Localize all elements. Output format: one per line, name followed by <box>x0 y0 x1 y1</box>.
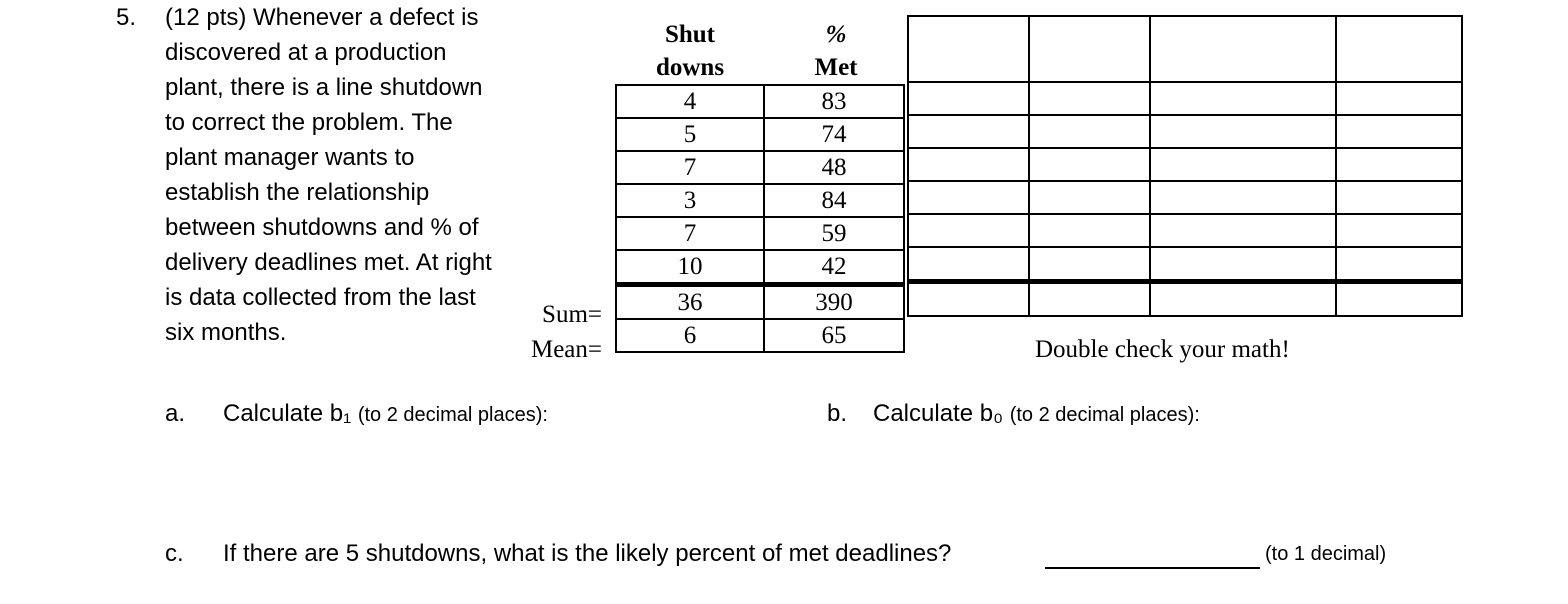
stem-line: (12 pts) Whenever a defect is <box>165 4 479 31</box>
sum-label: Sum= <box>542 301 602 328</box>
work-grid-row <box>908 181 1462 214</box>
mean-met-cell: 65 <box>764 319 904 352</box>
shutdowns-cell: 10 <box>616 250 764 285</box>
work-cell[interactable] <box>1150 247 1336 282</box>
part-c-note: (to 1 decimal) <box>1265 543 1387 565</box>
work-grid-row <box>908 148 1462 181</box>
stem-line: discovered at a production <box>165 39 447 66</box>
work-cell[interactable] <box>1150 282 1336 317</box>
work-grid <box>907 15 1463 317</box>
work-cell[interactable] <box>1336 247 1462 282</box>
work-cell[interactable] <box>1150 115 1336 148</box>
work-cell[interactable] <box>908 16 1029 82</box>
mean-shutdowns-cell: 6 <box>616 319 764 352</box>
table-row <box>616 151 904 184</box>
work-grid-row <box>908 82 1462 115</box>
work-cell[interactable] <box>908 82 1029 115</box>
met-cell: 74 <box>764 118 904 151</box>
met-header-line2: Met <box>814 54 858 81</box>
table-row <box>616 184 904 217</box>
mean-label: Mean= <box>530 336 602 363</box>
met-cell: 42 <box>764 250 904 285</box>
work-cell[interactable] <box>1029 282 1150 317</box>
stem-line: is data collected from the last <box>165 284 476 311</box>
work-grid-sum-row <box>908 282 1462 317</box>
part-a-letter: a. <box>165 400 186 427</box>
work-grid-row <box>908 214 1462 247</box>
double-check-note: Double check your math! <box>1035 336 1290 363</box>
table-row <box>616 250 904 285</box>
shutdowns-cell: 3 <box>616 184 764 217</box>
work-cell[interactable] <box>1336 282 1462 317</box>
work-cell[interactable] <box>1029 247 1150 282</box>
shutdowns-header-line2: downs <box>655 54 725 81</box>
sum-shutdowns-cell: 36 <box>616 285 764 320</box>
part-c-text: If there are 5 shutdowns, what is the likely percent of met deadlines? <box>223 540 952 567</box>
work-cell[interactable] <box>1336 181 1462 214</box>
table-row <box>616 85 904 118</box>
shutdowns-cell: 4 <box>616 85 764 118</box>
met-header-line1: % <box>825 21 847 48</box>
part-b-text: Calculate b₀ <box>873 400 1004 427</box>
answer-blank[interactable] <box>1045 567 1260 569</box>
work-cell[interactable] <box>1336 148 1462 181</box>
work-grid-row <box>908 115 1462 148</box>
work-cell[interactable] <box>908 214 1029 247</box>
stem-line: six months. <box>165 319 287 346</box>
work-grid-row <box>908 247 1462 282</box>
work-cell[interactable] <box>1029 16 1150 82</box>
work-cell[interactable] <box>1150 82 1336 115</box>
table-row <box>616 118 904 151</box>
work-cell[interactable] <box>1150 214 1336 247</box>
work-cell[interactable] <box>1029 148 1150 181</box>
work-cell[interactable] <box>1029 115 1150 148</box>
work-cell[interactable] <box>1029 82 1150 115</box>
met-cell: 84 <box>764 184 904 217</box>
work-cell[interactable] <box>908 247 1029 282</box>
shutdowns-column-header <box>615 18 765 84</box>
sum-row <box>616 285 904 320</box>
met-cell: 83 <box>764 85 904 118</box>
part-b-note: (to 2 decimal places): <box>1009 404 1200 426</box>
stem-line: delivery deadlines met. At right <box>165 249 492 276</box>
met-cell: 59 <box>764 217 904 250</box>
work-cell[interactable] <box>1336 115 1462 148</box>
shutdowns-cell: 7 <box>616 151 764 184</box>
data-table <box>615 84 905 353</box>
work-cell[interactable] <box>1336 16 1462 82</box>
stem-line: to correct the problem. The <box>165 109 453 136</box>
work-cell[interactable] <box>1150 16 1336 82</box>
sum-met-cell: 390 <box>764 285 904 320</box>
part-a-prompt <box>223 400 548 428</box>
part-b-prompt <box>873 400 1200 428</box>
work-cell[interactable] <box>1336 214 1462 247</box>
part-a-text: Calculate b₁ <box>223 400 352 427</box>
work-cell[interactable] <box>908 148 1029 181</box>
work-cell[interactable] <box>1029 214 1150 247</box>
part-b-letter: b. <box>827 400 848 427</box>
work-cell[interactable] <box>1029 181 1150 214</box>
work-cell[interactable] <box>908 115 1029 148</box>
shutdowns-cell: 7 <box>616 217 764 250</box>
stem-line: plant manager wants to <box>165 144 415 171</box>
part-a-note: (to 2 decimal places): <box>357 404 548 426</box>
met-cell: 48 <box>764 151 904 184</box>
table-row <box>616 217 904 250</box>
question-number: 5. <box>116 4 137 31</box>
stem-line: between shutdowns and % of <box>165 214 479 241</box>
stem-line: plant, there is a line shutdown <box>165 74 483 101</box>
work-cell[interactable] <box>1150 148 1336 181</box>
work-cell[interactable] <box>1150 181 1336 214</box>
work-cell[interactable] <box>1336 82 1462 115</box>
met-column-header <box>765 18 907 84</box>
part-c-letter: c. <box>165 540 184 567</box>
stem-line: establish the relationship <box>165 179 430 206</box>
work-cell[interactable] <box>908 282 1029 317</box>
work-cell[interactable] <box>908 181 1029 214</box>
question-stem <box>165 0 545 350</box>
mean-row <box>616 319 904 352</box>
shutdowns-header-line1: Shut <box>664 21 716 48</box>
work-grid-header-row <box>908 16 1462 82</box>
shutdowns-cell: 5 <box>616 118 764 151</box>
